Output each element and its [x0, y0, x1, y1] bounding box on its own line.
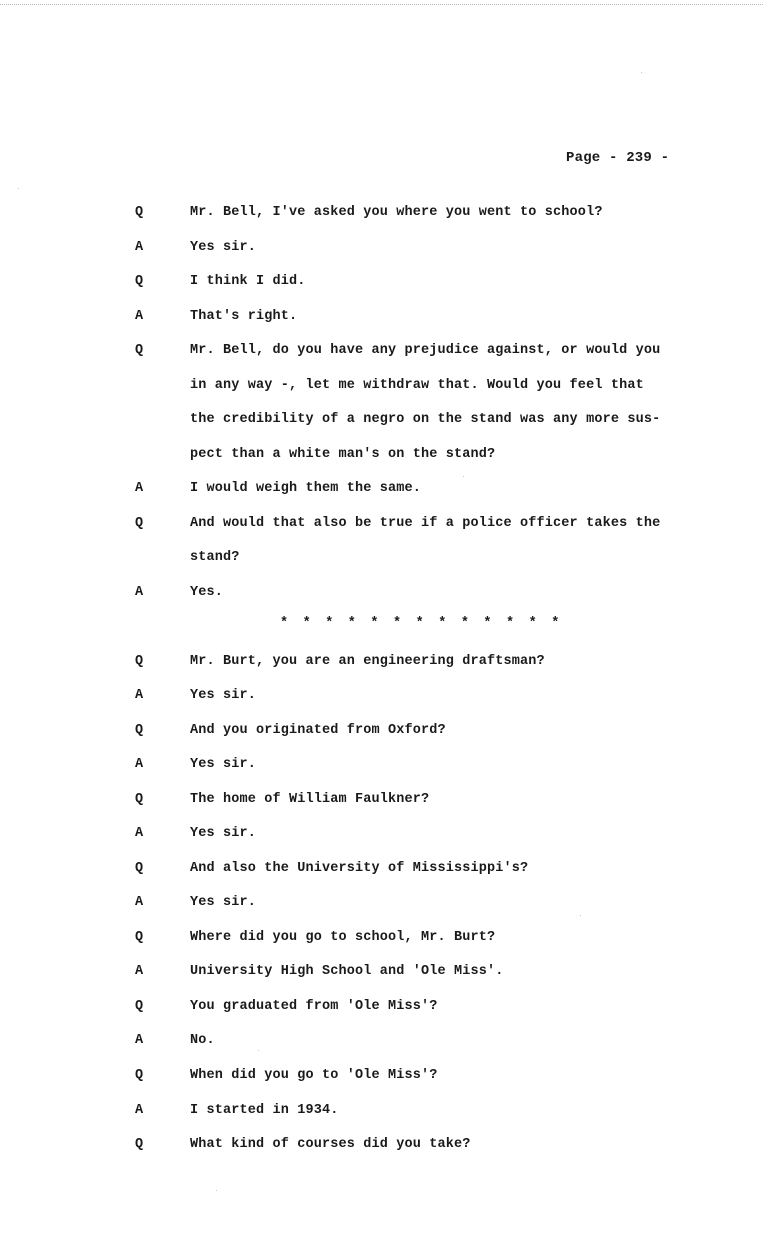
answer-text-line: Yes sir. — [190, 688, 257, 704]
answer-marker: A — [135, 481, 144, 497]
question-text-line: Mr. Burt, you are an engineering draftsman? — [190, 653, 545, 669]
question-text-line: the credibility of a negro on the stand was any more sus- — [190, 412, 661, 428]
question-marker: Q — [135, 343, 144, 359]
question-text-line: stand? — [190, 550, 240, 566]
question-marker: Q — [135, 653, 144, 669]
answer-marker: A — [135, 239, 144, 255]
question-text-line: Where did you go to school, Mr. Burt? — [190, 929, 496, 945]
question-text-line: I think I did. — [190, 274, 306, 290]
scan-speck — [18, 188, 19, 189]
question-marker: Q — [135, 860, 144, 876]
answer-marker: A — [135, 826, 144, 842]
question-marker: Q — [135, 1137, 144, 1153]
answer-text-line: No. — [190, 1033, 215, 1049]
question-marker: Q — [135, 1068, 144, 1083]
question-text-line: The home of William Faulkner? — [190, 791, 430, 807]
question-text-line: Mr. Bell, do you have any prejudice against, or would you — [190, 343, 661, 359]
answer-text-line: University High School and 'Ole Miss'. — [190, 964, 504, 980]
question-marker: Q — [135, 722, 144, 738]
section-divider: * * * * * * * * * * * * * — [280, 616, 563, 631]
scan-speck — [216, 1190, 217, 1191]
answer-marker: A — [135, 1033, 144, 1049]
answer-text-line: Yes sir. — [190, 826, 257, 842]
question-marker: Q — [135, 929, 144, 945]
scan-speck — [258, 1050, 259, 1051]
page-number: Page - 239 - — [566, 150, 670, 166]
question-marker: Q — [135, 274, 144, 290]
question-text-line: And you originated from Oxford? — [190, 722, 446, 738]
scan-speck — [641, 72, 642, 73]
answer-text-line: Yes sir. — [190, 757, 257, 773]
answer-text-line: I would weigh them the same. — [190, 481, 422, 497]
question-marker: Q — [135, 205, 144, 220]
answer-marker: A — [135, 1102, 144, 1118]
answer-marker: A — [135, 895, 144, 911]
scan-speck — [580, 915, 581, 916]
answer-marker: A — [135, 688, 144, 704]
question-marker: Q — [135, 791, 144, 807]
scan-speck — [463, 476, 464, 477]
question-text-line: And also the University of Mississippi's? — [190, 860, 529, 876]
question-text-line: When did you go to 'Ole Miss'? — [190, 1068, 438, 1083]
question-text-line: pect than a white man's on the stand? — [190, 446, 496, 462]
question-text-line: What kind of courses did you take? — [190, 1137, 471, 1153]
question-text-line: You graduated from 'Ole Miss'? — [190, 998, 438, 1014]
answer-text-line: I started in 1934. — [190, 1102, 339, 1118]
answer-marker: A — [135, 757, 144, 773]
answer-marker: A — [135, 308, 144, 324]
question-marker: Q — [135, 515, 144, 531]
question-marker: Q — [135, 998, 144, 1014]
question-text-line: in any way -, let me withdraw that. Would you feel that — [190, 377, 644, 393]
question-text-line: And would that also be true if a police officer takes the — [190, 515, 661, 531]
question-text-line: Mr. Bell, I've asked you where you went to school? — [190, 205, 603, 220]
answer-text-line: Yes. — [190, 584, 224, 600]
answer-marker: A — [135, 964, 144, 980]
answer-text-line: Yes sir. — [190, 895, 257, 911]
answer-marker: A — [135, 584, 144, 600]
answer-text-line: Yes sir. — [190, 239, 257, 255]
answer-text-line: That's right. — [190, 308, 298, 324]
